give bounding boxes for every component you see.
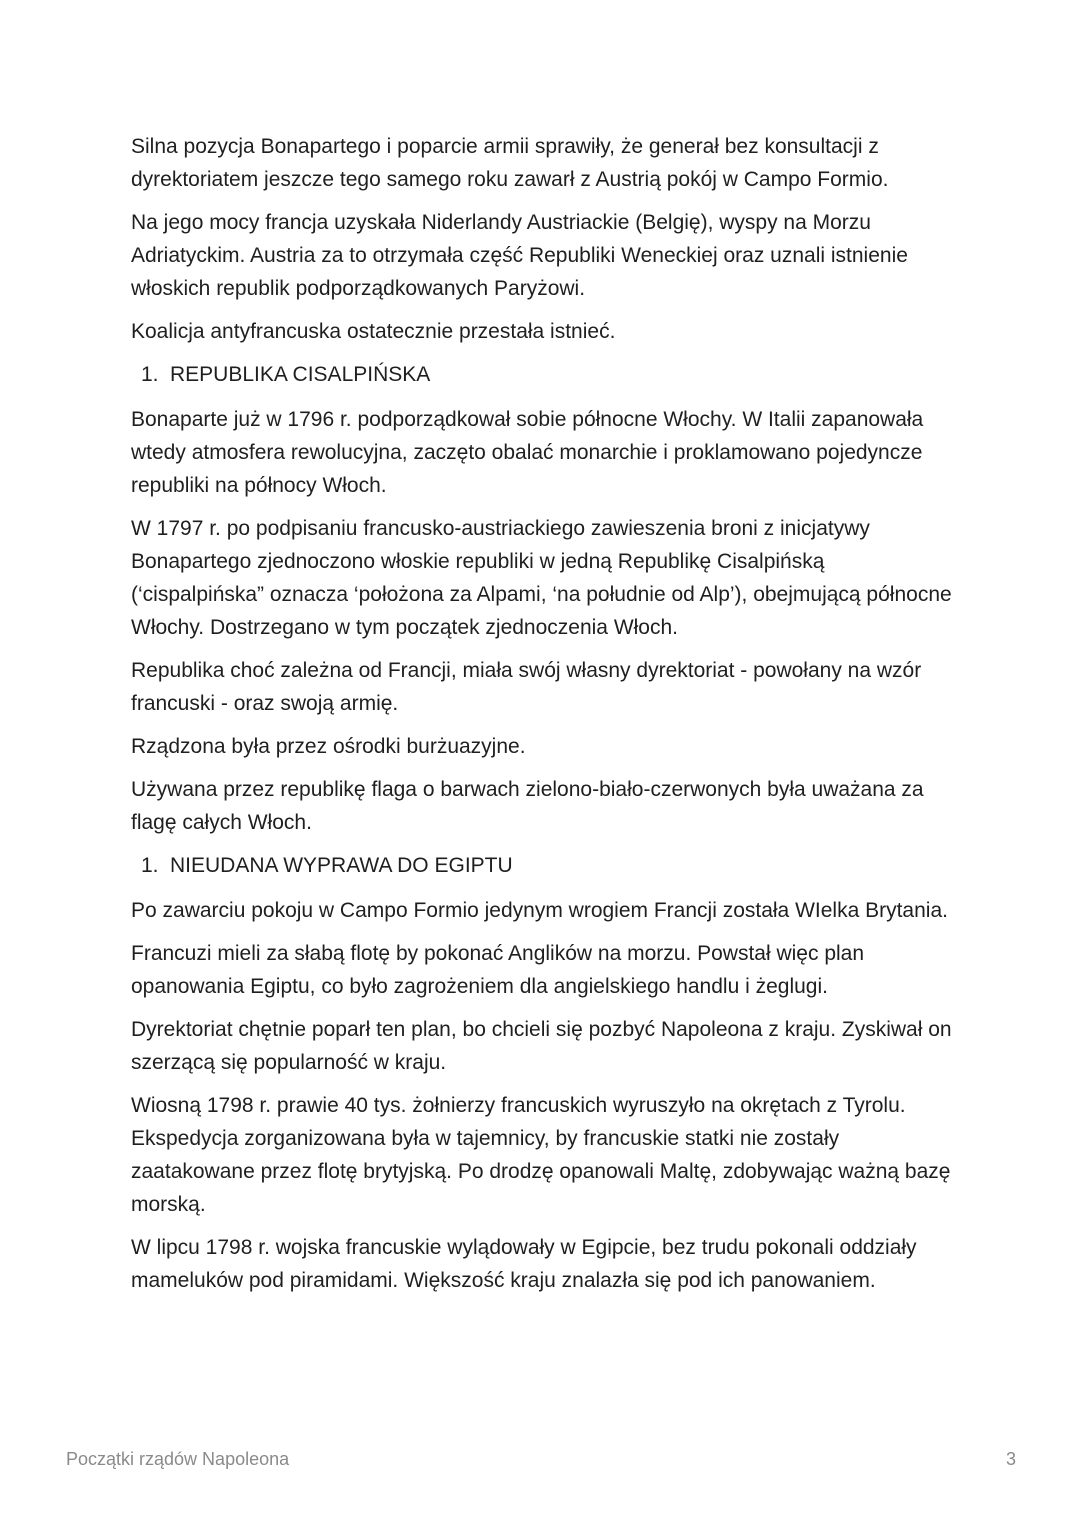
paragraph: Republika choć zależna od Francji, miała swój własny dyrektoriat - powołany na wzór francuski - oraz swoją armię. bbox=[131, 659, 922, 715]
paragraph: Silna pozycja Bonapartego i poparcie armii sprawiły, że generał bez konsultacji z dyrektoriatem jeszcze tego samego roku zawarł z Austrią pokój w Campo Formio. bbox=[131, 135, 889, 191]
footer-page-number: 3 bbox=[1005, 1449, 1016, 1469]
section-title: REPUBLIKA CISALPIŃSKA bbox=[170, 363, 431, 386]
paragraph: W lipcu 1798 r. wojska francuskie wylądowały w Egipcie, bez trudu pokonali oddziały mameluków pod piramidami. Większość kraju znalazła się pod ich panowaniem. bbox=[131, 1236, 917, 1292]
section-title: NIEUDANA WYPRAWA DO EGIPTU bbox=[170, 854, 513, 877]
paragraph: Na jego mocy francja uzyskała Niderlandy Austriackie (Belgię), wyspy na Morzu Adriatyckim. Austria za to otrzymała część Republiki Weneckiej oraz uznali istnienie włoskich republik podporządkowanych Paryżowi. bbox=[131, 211, 908, 300]
list-number: 1. bbox=[141, 854, 159, 877]
paragraph: Używana przez republikę flaga o barwach zielono-biało-czerwonych była uważana za flagę całych Włoch. bbox=[131, 778, 924, 834]
paragraph: W 1797 r. po podpisaniu francusko-austriackiego zawieszenia broni z inicjatywy Bonapartego zjednoczono włoskie republiki w jedną Republikę Cisalpińską (‘cispalpińska” oznacza ‘położona za Alpami, ‘na południe od Alp’), obejmującą północne Włochy. Dostrzegano w tym początek zjednoczenia Włoch. bbox=[131, 517, 952, 639]
paragraph: Dyrektoriat chętnie poparł ten plan, bo chcieli się pozbyć Napoleona z kraju. Zyskiwał on szerzącą się popularność w kraju. bbox=[131, 1018, 952, 1074]
paragraph: Rządzona była przez ośrodki burżuazyjne. bbox=[131, 735, 526, 758]
footer-document-title: Początki rządów Napoleona bbox=[66, 1449, 290, 1469]
document-body bbox=[131, 130, 961, 1307]
paragraph: Po zawarciu pokoju w Campo Formio jedynym wrogiem Francji została WIelka Brytania. bbox=[131, 899, 948, 922]
paragraph: Koalicja antyfrancuska ostatecznie przestała istnieć. bbox=[131, 320, 616, 343]
section-heading-republika-cisalpinska bbox=[131, 358, 961, 391]
paragraph: Wiosną 1798 r. prawie 40 tys. żołnierzy francuskich wyruszyło na okrętach z Tyrolu. Ekspedycja zorganizowana była w tajemnicy, by francuskie statki nie zostały zaatakowane przez flotę brytyjską. Po drodzę opanowali Maltę, zdobywając ważną bazę morską. bbox=[131, 1094, 951, 1216]
list-number: 1. bbox=[141, 363, 159, 386]
paragraph: Bonaparte już w 1796 r. podporządkował sobie północne Włochy. W Italii zapanowała wtedy atmosfera rewolucyjna, zaczęto obalać monarchie i proklamowano pojedyncze republiki na północy Włoch. bbox=[131, 408, 924, 497]
section-heading-wyprawa-do-egiptu bbox=[131, 849, 961, 882]
paragraph: Francuzi mieli za słabą flotę by pokonać Anglików na morzu. Powstał więc plan opanowania Egiptu, co było zagrożeniem dla angielskiego handlu i żeglugi. bbox=[131, 942, 865, 998]
